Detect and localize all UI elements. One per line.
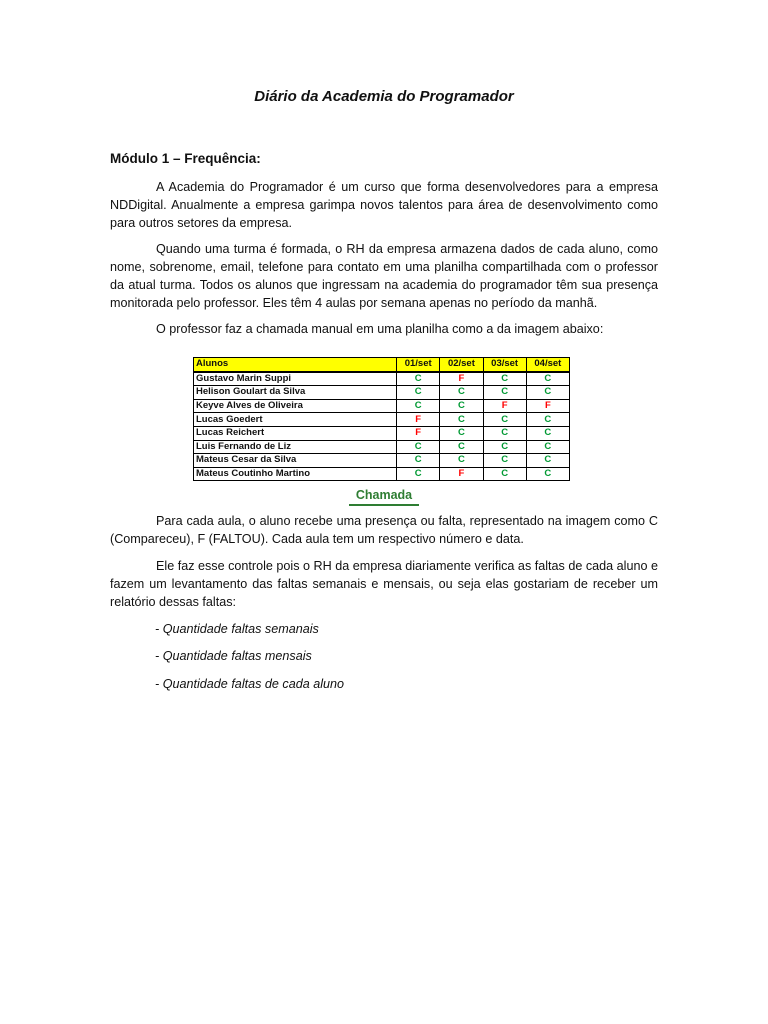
attendance-table-body [194,372,570,481]
list-item: - Quantidade faltas de cada aluno [155,677,345,691]
attendance-mark-cell: C [440,454,483,468]
table-row [194,440,570,454]
table-row [194,454,570,468]
attendance-mark-cell: F [397,426,440,440]
list-item: - Quantidade faltas mensais [155,649,312,663]
attendance-mark-cell: F [397,413,440,427]
paragraph-hr-report: Ele faz esse controle pois o RH da empresa diariamente verifica as faltas de cada aluno e fazem um levantamento das faltas semanais e mensais, ou seja elas gostariam de receber um relatório dessas faltas: [110,559,658,609]
section-heading: Módulo 1 – Frequência: [110,151,261,166]
paragraph-intro: A Academia do Programador é um curso que forma desenvolvedores para a empresa NDDigital. Anualmente a empresa garimpa novos talentos para área de desenvolvimento como para outros setores da empresa. [110,180,658,230]
student-name-cell: Mateus Coutinho Martino [194,467,397,481]
attendance-mark-cell: C [526,386,569,400]
list-item: - Quantidade faltas semanais [155,622,319,636]
table-row [194,386,570,400]
attendance-mark-cell: C [483,413,526,427]
attendance-mark-cell: C [397,372,440,386]
attendance-mark-cell: C [397,454,440,468]
attendance-mark-cell: C [440,426,483,440]
attendance-mark-cell: F [526,399,569,413]
student-name-cell: Lucas Goedert [194,413,397,427]
student-name-cell: Keyve Alves de Oliveira [194,399,397,413]
attendance-mark-cell: C [483,467,526,481]
attendance-mark-cell: C [397,386,440,400]
attendance-table [193,357,570,481]
attendance-mark-cell: C [397,440,440,454]
attendance-mark-cell: C [483,426,526,440]
student-name-cell: Helison Goulart da Silva [194,386,397,400]
attendance-mark-cell: C [526,426,569,440]
table-row [194,426,570,440]
student-name-cell: Luis Fernando de Liz [194,440,397,454]
attendance-mark-cell: C [526,372,569,386]
table-row [194,467,570,481]
attendance-mark-cell: F [483,399,526,413]
attendance-mark-cell: C [397,399,440,413]
table-row [194,413,570,427]
attendance-mark-cell: F [440,372,483,386]
attendance-mark-cell: C [440,440,483,454]
attendance-mark-cell: C [483,372,526,386]
paragraph-attendance-marks: Para cada aula, o aluno recebe uma presença ou falta, representado na imagem como C (Compareceu), F (FALTOU). Cada aula tem um respectivo número e data. [110,514,658,546]
paragraph-roll-call: O professor faz a chamada manual em uma planilha como a da imagem abaixo: [156,322,604,336]
document-title: Diário da Academia do Programador [254,88,514,105]
attendance-mark-cell: C [483,454,526,468]
attendance-mark-cell: C [440,413,483,427]
attendance-mark-cell: C [483,386,526,400]
student-name-cell: Mateus Cesar da Silva [194,454,397,468]
attendance-mark-cell: C [526,467,569,481]
attendance-mark-cell: C [440,399,483,413]
column-header-date: 03/set [483,358,526,372]
attendance-mark-cell: C [526,413,569,427]
table-header-row [194,358,570,372]
attendance-mark-cell: C [526,440,569,454]
table-row [194,372,570,386]
column-header-date: 04/set [526,358,569,372]
attendance-mark-cell: C [440,386,483,400]
student-name-cell: Lucas Reichert [194,426,397,440]
table-row [194,399,570,413]
attendance-mark-cell: C [526,454,569,468]
student-name-cell: Gustavo Marin Suppi [194,372,397,386]
column-header-date: 02/set [440,358,483,372]
attendance-mark-cell: C [483,440,526,454]
column-header-students: Alunos [194,358,397,372]
attendance-mark-cell: F [440,467,483,481]
column-header-date: 01/set [397,358,440,372]
paragraph-class-formation: Quando uma turma é formada, o RH da empresa armazena dados de cada aluno, como nome, sobrenome, email, telefone para contato em uma planilha compartilhada com o professor da atual turma. Todos os alunos que ingressam na academia do programador têm sua presença monitorada pelo professor. Eles têm 4 aulas por semana apenas no período da manhã. [110,242,658,310]
attendance-mark-cell: C [397,467,440,481]
table-caption: Chamada [349,488,419,506]
